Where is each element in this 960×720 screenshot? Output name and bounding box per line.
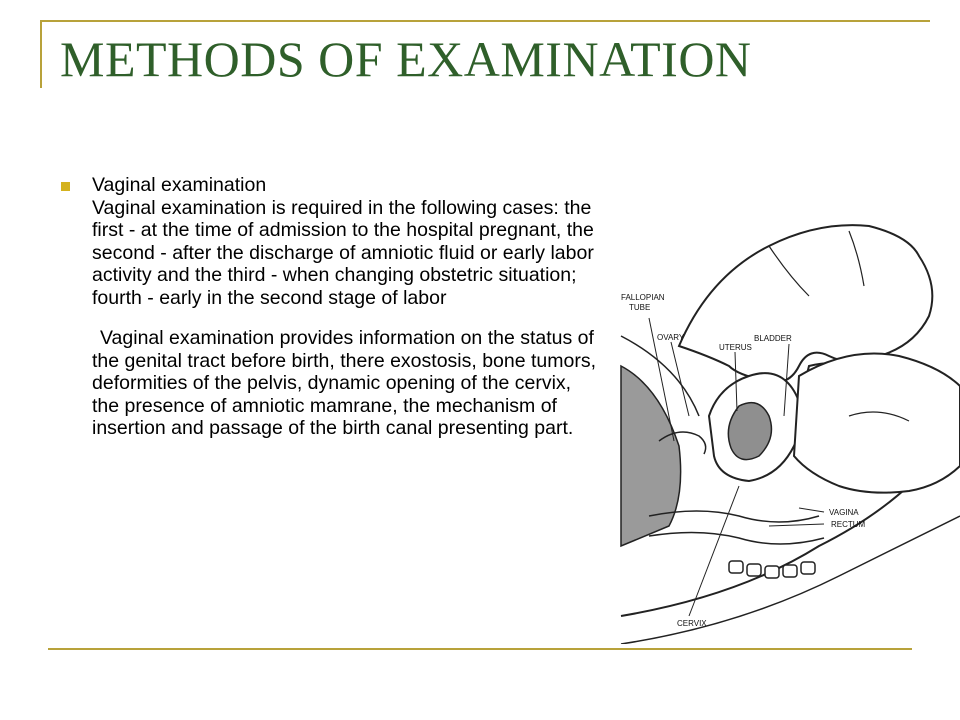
label-rectum: RECTUM (831, 520, 866, 529)
paragraph-information: Vaginal examination provides information on the status of the genital tract before birth, there exostosis, bone tumors, deformities of the pelvis, dynamic opening of the cervix, the presence of amniotic mamrane, the mechanism of insertion and passage of the birth canal presenting part. (92, 327, 597, 439)
label-uterus: UTERUS (719, 343, 752, 352)
bullet-heading: Vaginal examination (92, 174, 267, 196)
bottom-rule (48, 648, 912, 650)
slide-title: METHODS OF EXAMINATION (60, 31, 752, 87)
paragraph-indications: Vaginal examination is required in the following cases: the first - at the time of admission to the hospital pregnant, the second - after the discharge of amniotic fluid or early labor activity and the third - when changing obstetric situation; fourth - early in the second stage of labor (92, 196, 594, 309)
bullet-icon (61, 182, 70, 191)
left-rule (40, 20, 42, 88)
label-bladder: BLADDER (754, 334, 792, 343)
anatomy-illustration (619, 216, 960, 644)
body-text (92, 174, 600, 440)
anatomy-drawing (619, 216, 960, 644)
label-cervix: CERVIX (677, 619, 707, 628)
label-ovary: OVARY (657, 333, 685, 342)
label-fallopian-tube-line2: TUBE (629, 303, 651, 312)
top-rule (40, 20, 930, 22)
label-vagina: VAGINA (829, 508, 859, 517)
label-fallopian-tube: FALLOPIAN (621, 293, 665, 302)
